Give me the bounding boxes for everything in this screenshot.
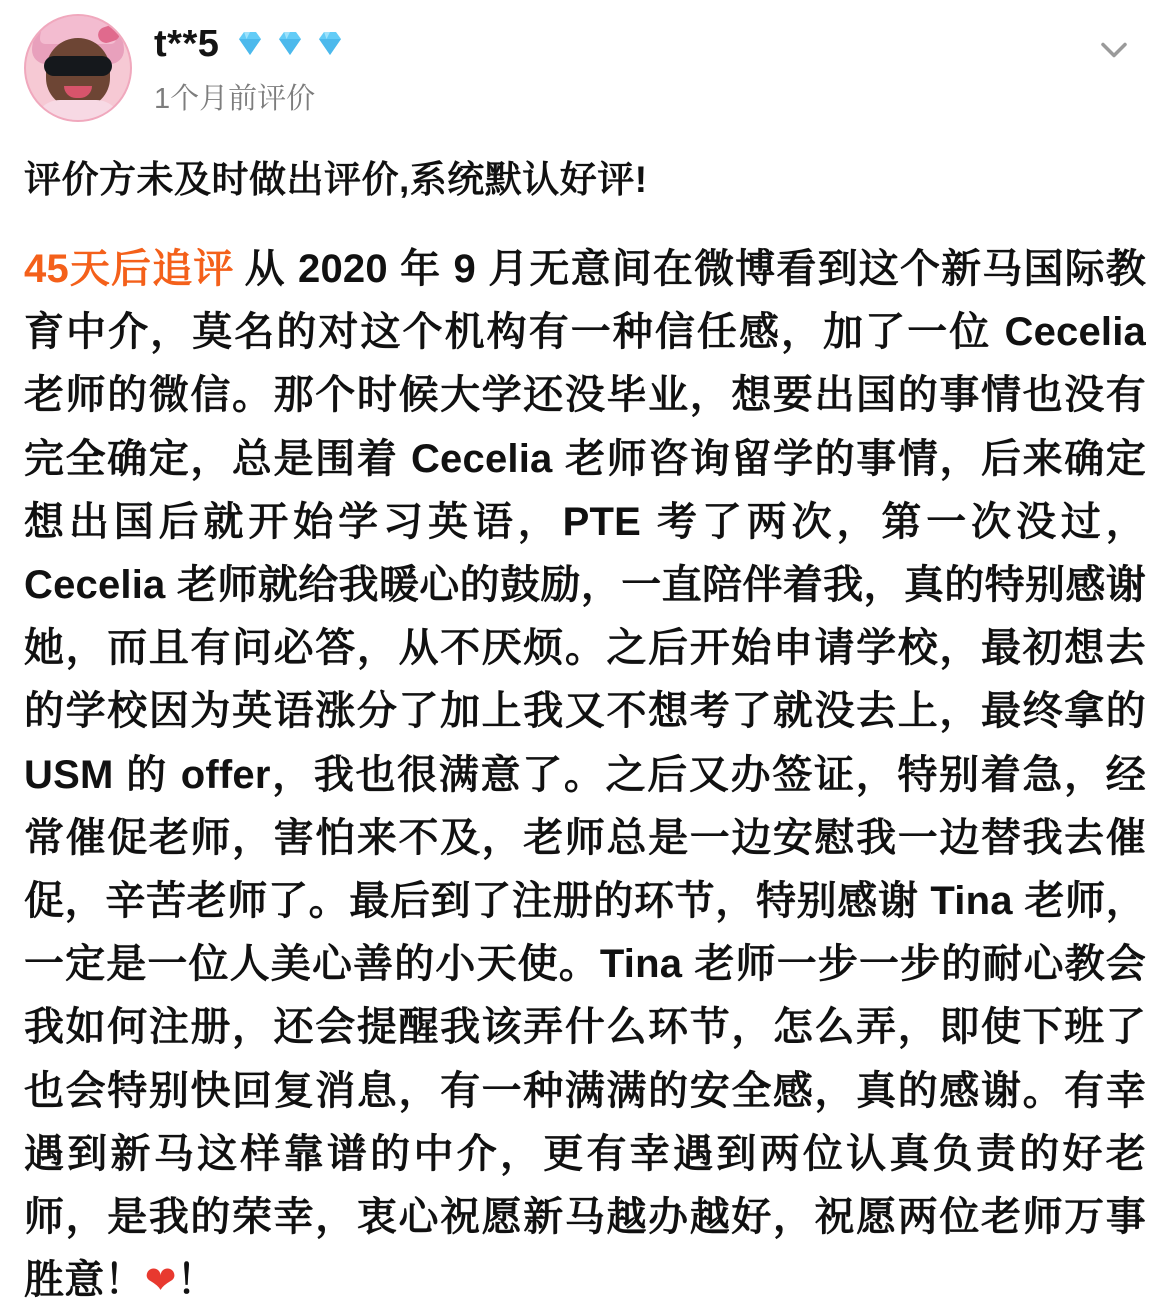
append-comment-text: 从 2020 年 9 月无意间在微博看到这个新马国际教育中介，莫名的对这个机构有一种信任感，加了一位 Cecelia 老师的微信。那个时候大学还没毕业，想要出国的事情也没有完全确定，总是围着 Cecelia 老师咨询留学的事情，后来确定想出国后就开始学习英语，PTE 考了两次，第一次没过，Cecelia 老师就给我暖心的鼓励，一直陪伴着我，真的特别感谢她，而且有问必答，从不厌烦。之后开始申请学校，最初想去的学校因为英语涨分了加上我又不想考了就没去上，最终拿的 USM 的 offer，我也很满意了。之后又办签证，特别着急，经常催促老师，害怕来不及，老师总是一边安慰我一边替我去催促，辛苦老师了。最后到了注册的环节，特别感谢 Tina 老师，一定是一位人美心善的小天使。Tina 老师一步一步的耐心教会我如何注册，还会提醒我该弄什么环节，怎么弄，即使下班了也会特别快回复消息，有一种满满的安全感，真的感谢。有幸遇到新马这样靠谱的中介，更有幸遇到两位认真负责的好老师，是我的荣幸，衷心祝愿新马越办越好，祝愿两位老师万事胜意！ (24, 247, 1146, 1303)
heart-icon: ❤ (144, 1260, 177, 1303)
diamond-icon (313, 27, 347, 61)
member-level-badges (233, 27, 347, 61)
first-comment-text: 评价方未及时做出评价,系统默认好评! (24, 159, 648, 200)
append-comment-label: 45天后追评 (24, 247, 235, 292)
chevron-down-icon[interactable] (1088, 24, 1140, 76)
user-name: t**5 (154, 23, 220, 65)
diamond-icon (273, 27, 307, 61)
review-header-text (154, 14, 1146, 116)
sunglasses-icon (44, 56, 112, 76)
user-name-row (154, 18, 1146, 70)
append-comment-tail: ！ (176, 1258, 217, 1303)
review-time: 1个月前评价 (154, 83, 316, 115)
review-header (24, 14, 1146, 122)
diamond-icon (233, 27, 267, 61)
avatar-collar (34, 100, 122, 122)
avatar[interactable] (24, 14, 132, 122)
append-comment-block (24, 238, 1146, 1312)
